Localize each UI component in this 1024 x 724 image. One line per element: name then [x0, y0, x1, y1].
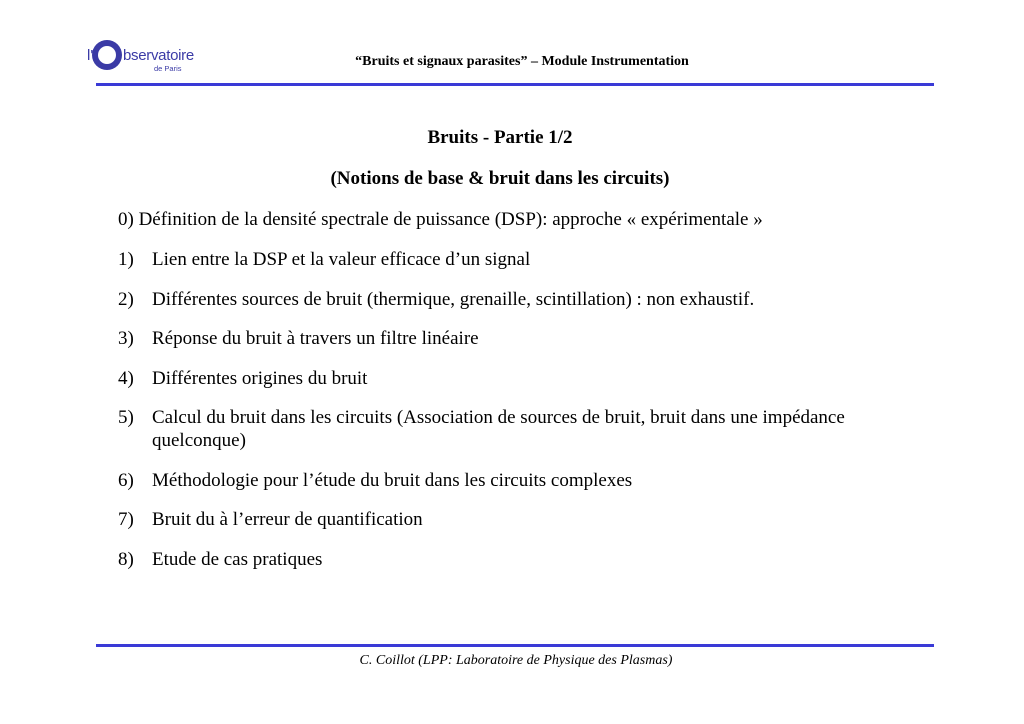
header-title: “Bruits et signaux parasites” – Module Instrumentation	[355, 54, 689, 69]
list-item	[118, 367, 898, 390]
svg-text:de Paris: de Paris	[154, 64, 182, 73]
list-item	[118, 406, 898, 452]
outline-list	[118, 248, 898, 587]
list-item	[118, 327, 898, 350]
list-item	[118, 248, 898, 271]
list-item-number: 8)	[118, 548, 134, 570]
list-item-text: Etude de cas pratiques	[152, 548, 323, 570]
svg-text:l': l'	[87, 47, 94, 64]
list-item-text: Lien entre la DSP et la valeur efficace d’un signal	[152, 249, 531, 270]
intro-item: 0) Définition de la densité spectrale de puissance (DSP): approche « expérimentale »	[118, 209, 763, 230]
list-item-number: 4)	[118, 367, 134, 389]
slide-subtitle: (Notions de base & bruit dans les circuits)	[330, 168, 670, 189]
svg-text:bservatoire: bservatoire	[123, 47, 194, 64]
list-item-text: Bruit du à l’erreur de quantification	[152, 509, 423, 530]
list-item-text: Calcul du bruit dans les circuits (Association de sources de bruit, bruit dans une impédance quelconque)	[152, 407, 845, 451]
observatoire-de-paris-logo	[84, 34, 204, 80]
footer-divider	[96, 644, 934, 647]
list-item-text: Méthodologie pour l’étude du bruit dans les circuits complexes	[152, 469, 633, 491]
list-item-text: Différentes origines du bruit	[152, 367, 368, 389]
list-item	[118, 469, 898, 492]
list-item-number: 6)	[118, 469, 134, 491]
list-item-number: 7)	[118, 509, 134, 530]
slide-title: Bruits - Partie 1/2	[427, 127, 573, 148]
list-item-number: 5)	[118, 407, 134, 428]
header-divider	[96, 83, 934, 86]
footer-credit: C. Coillot (LPP: Laboratoire de Physique des Plasmas)	[359, 653, 673, 668]
list-item-text: Réponse du bruit à travers un filtre linéaire	[152, 328, 479, 349]
list-item-number: 3)	[118, 328, 134, 349]
list-item-text: Différentes sources de bruit (thermique, grenaille, scintillation) : non exhaustif.	[152, 288, 755, 310]
list-item	[118, 508, 898, 531]
list-item	[118, 548, 898, 571]
list-item	[118, 288, 898, 311]
list-item-number: 1)	[118, 249, 134, 270]
list-item-number: 2)	[118, 288, 134, 310]
